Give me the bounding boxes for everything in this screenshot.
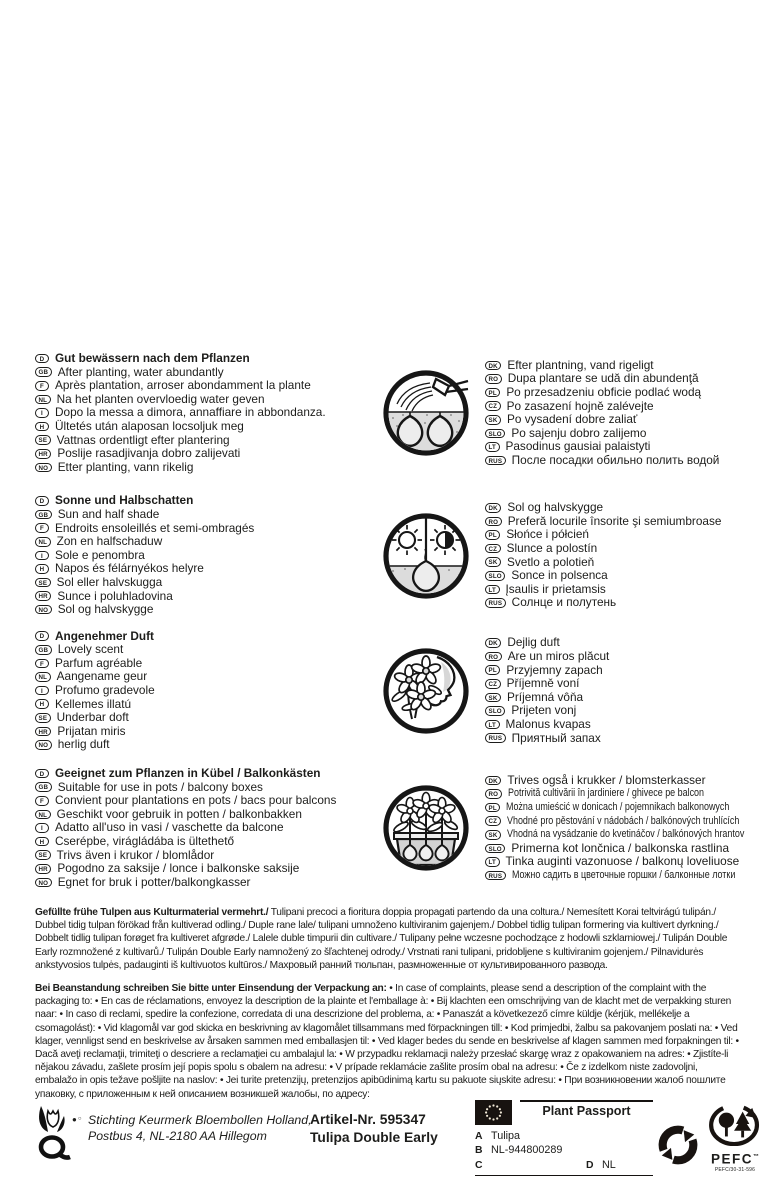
lang-text: Geeignet zum Pflanzen in Kübel / Balkonkästen: [55, 766, 321, 781]
lang-text: Po zasazení hojně zalévejte: [506, 398, 654, 413]
lang-text: After planting, water abundantly: [57, 364, 224, 379]
lang-code-badge: I: [35, 551, 49, 561]
lang-code-badge: SK: [485, 415, 501, 425]
lang-line-nl: [35, 670, 367, 684]
lang-text: Po sajenju dobro zalijemo: [511, 425, 647, 440]
lang-text: Sonce in polsenca: [511, 568, 608, 583]
lang-code-badge: F: [35, 796, 49, 806]
lang-text: Convient pour plantations en pots / bacs pour balcons: [55, 793, 337, 808]
lang-text: Ültetés után alaposan locsoljuk meg: [55, 418, 244, 433]
plant-passport: [475, 1100, 653, 1176]
lang-code-badge: HR: [35, 727, 51, 737]
lang-code-badge: RUS: [485, 871, 506, 881]
pefc-license-code: PEFC/30-31-596: [714, 1166, 756, 1173]
lang-line-pl: [485, 664, 763, 678]
right-column: [485, 636, 763, 745]
lang-code-badge: PL: [485, 803, 500, 813]
lang-code-badge: DK: [485, 361, 501, 371]
lang-line-dk: [485, 774, 763, 788]
lang-line-f: [35, 522, 367, 536]
care-instruction-sections: [35, 352, 763, 889]
lang-text: Lovely scent: [57, 642, 124, 657]
lang-code-badge: H: [35, 837, 49, 847]
lang-text: После посадки обильно полить водой: [511, 452, 720, 467]
lang-line-nl: [35, 535, 367, 549]
lang-text: Poslije rasadjivanja dobro zalijevati: [57, 446, 241, 461]
lang-line-f: [35, 657, 367, 671]
lang-text: Cserépbe, virágládába is ültethető: [55, 834, 235, 848]
lang-line-nl: [35, 808, 367, 822]
lang-code-badge: CZ: [485, 401, 501, 411]
lang-line-slo: [485, 569, 763, 583]
lang-line-se: [35, 849, 367, 863]
lang-text: Sol eller halvskugga: [56, 574, 163, 589]
lang-text: Słońce i półcień: [506, 527, 589, 542]
scent-icon: [367, 644, 485, 738]
lang-line-d: [35, 630, 367, 644]
lang-line-i: [35, 684, 367, 698]
lang-text: Underbar doft: [56, 710, 129, 725]
lang-line-ro: [485, 372, 763, 386]
lang-line-gb: [35, 366, 367, 380]
lang-code-badge: LT: [485, 720, 500, 730]
lang-text: Preferă locurile însorite şi semiumbroase: [507, 513, 722, 528]
lang-text: Malonus kvapas: [505, 717, 591, 732]
lang-code-badge: DK: [485, 503, 501, 513]
lang-line-h: [35, 420, 367, 434]
lang-line-no: [35, 876, 367, 890]
lang-code-badge: LT: [485, 442, 500, 452]
lang-code-badge: SLO: [485, 706, 505, 716]
lang-line-slo: [485, 704, 763, 718]
lang-text: Na het planten overvloedig water geven: [56, 391, 265, 406]
lang-text: Parfum agréable: [55, 655, 143, 670]
left-column: [35, 494, 367, 616]
propagation-paragraph: [35, 906, 741, 972]
lang-text: Dupa plantare se udă din abundenţă: [507, 371, 699, 386]
lang-text: Dejlig duft: [507, 635, 560, 650]
passport-label-c: C: [475, 1159, 483, 1171]
lang-line-se: [35, 711, 367, 725]
lang-text: Pogodno za saksije / lonce i balkonske saksije: [57, 861, 300, 876]
lang-text: Primerna kot lončnica / balkonska rastlina: [511, 840, 730, 855]
lang-code-badge: SK: [485, 830, 501, 840]
lang-text: Angenehmer Duft: [55, 628, 154, 643]
lang-text: Are un miros plăcut: [507, 649, 610, 664]
lang-line-ro: [485, 787, 763, 801]
lang-code-badge: I: [35, 686, 49, 696]
product-name: Tulipa Double Early: [310, 1129, 438, 1145]
section-pots-balcony: [35, 767, 763, 889]
certifier-line-2: Postbus 4, NL-2180 AA Hillegom: [88, 1128, 267, 1143]
lang-code-badge: RUS: [485, 456, 506, 466]
lang-line-sk: [485, 556, 763, 570]
lang-text: Vhodné pro pěstování v nádobách / balkónových truhlících: [506, 814, 740, 827]
pefc-logo: [700, 1104, 769, 1173]
lang-text: herlig duft: [57, 737, 110, 752]
lang-code-badge: NL: [35, 537, 51, 547]
lang-code-badge: DK: [485, 776, 501, 786]
lang-line-no: [35, 603, 367, 617]
lang-text: Можно садить в цветочные горшки / балконные лотки: [511, 868, 735, 881]
lang-code-badge: PL: [485, 530, 500, 540]
right-column: [485, 774, 763, 883]
lang-line-cz: [485, 400, 763, 414]
section-scent: [35, 630, 763, 752]
propagation-text: Tulipani precoci a fioritura doppia propagati partendo da una coltura./ Nemesített Korai teltvirágú tulipán./ Dubbel tidig tulpan förökad från kultiverad odling./ Duple rane lale/ tulipani umnoženo kultiviranim gajenjem./ Dobbel tidlig tulipan formering via kultivert dyrkning./ Dobbelt tidlig tulipan forøget fra kultiveret afgrøde./ Lalele duble timpurii din cultivare./ Tulipany pełne wczesne pochodzące z hodowli szklarniowej./ Tulipán Double Early rozmnožené z kultivarů./ Tulipán Double Early namnožený zo šľachtenej odrody./ Vrstnati rani tulipani, pridobljene s kultiviranim gojenjem./ Pilnavidurės ankstyvosios tulpės, padauginti iš kultivuotos kultūros./ Махровый ранний тюльпан, размноженные от культивированного развода.: [35, 907, 728, 971]
lang-code-badge: RO: [485, 789, 502, 799]
lang-text: Zon en halfschaduw: [56, 534, 163, 549]
lang-line-hr: [35, 590, 367, 604]
lang-code-badge: HR: [35, 591, 51, 601]
lang-code-badge: HR: [35, 864, 51, 874]
lang-line-sk: [485, 691, 763, 705]
lang-code-badge: I: [35, 408, 49, 418]
certifier-line-1: Stichting Keurmerk Bloembollen Holland,: [88, 1113, 312, 1127]
lang-line-h: [35, 835, 367, 849]
lang-code-badge: NL: [35, 672, 51, 682]
lang-line-sk: [485, 413, 763, 427]
article-block: [310, 1111, 438, 1146]
lang-line-pl: [485, 528, 763, 542]
lang-code-badge: D: [35, 769, 49, 779]
lang-line-i: [35, 406, 367, 420]
left-column: [35, 630, 367, 752]
keurmerk-bird-logo-icon: [35, 1104, 71, 1173]
lang-code-badge: H: [35, 699, 49, 709]
lang-code-badge: F: [35, 523, 49, 533]
lang-line-gb: [35, 508, 367, 522]
section-sun-half-shade: [35, 494, 763, 616]
complaints-text: • In case of complaints, please send a description of the complaint with the packaging to: • En cas de réclamations, envoyez la description de la plainte et l'emballage à: • Bij klachten een omschrijving van de klacht met de verpakking sturen naar: • In caso di reclami, spedire la confezione, corredata di una descrizione del problema, a: • Panaszát a következező címre küldje (kérjük, mellékelje a csomagolást): • Vid klagomål var god skicka en beskrivning av klagomålet tillsammans med förpackningen till: • Kod primjedbi, žalbu sa pakovanjem poslati na: • Ved klager, vennligst send en beskrivelse av årsaken sammen med emballasjen til: • Ved klager bedes du sende en beskrivelse af klagen sammen med forpakningen til: • Dacă aveţi reclamaţii, trimiteţi o descriere a reclamaţiei cu ambalajul la: • W przypadku reklamacji należy przesłać skargę wraz z opakowaniem na adres: • Zjistíte-li nějakou závadu, zašlete prosím její popis spolu s obalem na adresu: • V prípade reklamácie zašlite prosím obal na adresu: • Če z izdelkom niste zadovoljni, embalažo in opis težave pošljite na naslov: • Jei turite pretenzijų, pretenzijos apibūdinimą kartu su pakuote siųskite adresu: • При возникновении жалоб пошлите упаковку, с приложенным к ней описанием возникшей жалобы, по адресу:: [35, 983, 739, 1100]
passport-row-cd: [475, 1159, 653, 1176]
lang-line-pl: [485, 386, 763, 400]
lang-line-cz: [485, 542, 763, 556]
lang-text: Etter planting, vann rikelig: [57, 459, 194, 474]
fine-print: [35, 906, 741, 1111]
footer: [35, 1100, 767, 1180]
complaints-paragraph: [35, 982, 741, 1101]
left-column: [35, 352, 367, 474]
lang-code-badge: PL: [485, 665, 500, 675]
lang-code-badge: SLO: [485, 429, 505, 439]
lang-text: Приятный запах: [511, 730, 601, 745]
lang-code-badge: NL: [35, 395, 51, 405]
lang-line-d: [35, 767, 367, 781]
lang-code-badge: D: [35, 496, 49, 506]
lang-line-no: [35, 461, 367, 475]
lang-text: Trivs även i krukor / blomlådor: [56, 847, 215, 862]
lang-line-ro: [485, 515, 763, 529]
passport-label-a: A: [475, 1131, 483, 1142]
lang-text: Profumo gradevole: [55, 683, 155, 698]
lang-text: Geschikt voor gebruik in potten / balkonbakken: [56, 806, 302, 821]
passport-value-a: Tulipa: [491, 1130, 521, 1142]
lang-code-badge: SK: [485, 557, 501, 567]
lang-code-badge: GB: [35, 510, 52, 520]
lang-code-badge: RO: [485, 374, 502, 384]
lang-code-badge: GB: [35, 782, 52, 792]
lang-line-sk: [485, 828, 763, 842]
lang-line-rus: [485, 732, 763, 746]
passport-value-d: NL: [602, 1158, 616, 1171]
lang-text: Suitable for use in pots / balcony boxes: [57, 779, 263, 794]
lang-code-badge: F: [35, 381, 49, 391]
lang-line-se: [35, 434, 367, 448]
lang-code-badge: SLO: [485, 844, 505, 854]
propagation-lead: Gefüllte frühe Tulpen aus Kulturmaterial vermehrt./: [35, 907, 269, 918]
lang-line-h: [35, 562, 367, 576]
lang-code-badge: RO: [485, 517, 502, 527]
lang-line-hr: [35, 447, 367, 461]
lang-text: Po przesadzeniu obficie podlać wodą: [506, 384, 702, 399]
lang-code-badge: SE: [35, 713, 51, 723]
lang-code-badge: PL: [485, 388, 500, 398]
lang-line-d: [35, 494, 367, 508]
passport-row-a: [475, 1130, 653, 1143]
lang-line-dk: [485, 359, 763, 373]
pefc-trees-icon: [704, 1104, 766, 1146]
recycling-icon: [655, 1122, 701, 1173]
lang-line-slo: [485, 427, 763, 441]
lang-text: Sun and half shade: [57, 506, 160, 521]
lang-line-lt: [485, 440, 763, 454]
article-number: Artikel-Nr. 595347: [310, 1112, 426, 1127]
lang-text: Endroits ensoleillés et semi-ombragés: [55, 520, 255, 535]
lang-code-badge: NO: [35, 605, 52, 615]
lang-code-badge: H: [35, 422, 49, 432]
lang-code-badge: I: [35, 823, 49, 833]
section-watering: [35, 352, 763, 474]
lang-text: Sol og halvskygge: [57, 602, 154, 617]
sun-half-shade-icon: [367, 509, 485, 603]
lang-code-badge: NO: [35, 740, 52, 750]
lang-code-badge: RUS: [485, 733, 506, 743]
lang-line-dk: [485, 636, 763, 650]
lang-line-lt: [485, 583, 763, 597]
watering-icon: [367, 366, 485, 460]
lang-code-badge: SE: [35, 578, 51, 588]
lang-text: Príjemná vôňa: [507, 689, 584, 704]
lang-code-badge: RUS: [485, 598, 506, 608]
lang-text: Солнце и полутень: [511, 595, 617, 610]
lang-line-pl: [485, 801, 763, 815]
lang-line-rus: [485, 454, 763, 468]
balcony-box-icon: [367, 781, 485, 875]
complaints-lead: Bei Beanstandung schreiben Sie bitte unter Einsendung der Verpackung an:: [35, 983, 387, 995]
eu-flag-icon: [475, 1100, 512, 1125]
passport-label-b: B: [475, 1145, 483, 1157]
lang-text: Efter plantning, vand rigeligt: [507, 357, 654, 372]
lang-line-lt: [485, 718, 763, 732]
lang-line-cz: [485, 815, 763, 829]
lang-line-f: [35, 794, 367, 808]
lang-line-cz: [485, 677, 763, 691]
lang-code-badge: HR: [35, 449, 51, 459]
lang-line-rus: [485, 596, 763, 610]
lang-code-badge: LT: [485, 857, 500, 867]
lang-code-badge: DK: [485, 638, 501, 648]
keurmerk-mark-icon: ●○: [72, 1115, 83, 1124]
lang-text: Svetlo a polotieň: [507, 554, 595, 569]
lang-code-badge: D: [35, 354, 49, 364]
lang-line-gb: [35, 781, 367, 795]
lang-text: Egnet for bruk i potter/balkongkasser: [57, 874, 251, 889]
lang-text: Pasodinus gausiai palaistyti: [505, 439, 651, 454]
lang-line-hr: [35, 725, 367, 739]
right-column: [485, 501, 763, 610]
lang-code-badge: SLO: [485, 571, 505, 581]
lang-text: Įsaulis ir prietamsis: [505, 581, 606, 596]
lang-text: Trives også i krukker / blomsterkasser: [507, 772, 706, 787]
lang-text: Příjemně voní: [506, 676, 580, 691]
lang-code-badge: SK: [485, 693, 501, 703]
lang-line-d: [35, 352, 367, 366]
lang-code-badge: GB: [35, 645, 52, 655]
lang-text: Sole e penombra: [55, 547, 145, 562]
lang-line-slo: [485, 842, 763, 856]
lang-code-badge: CZ: [485, 816, 501, 826]
lang-text: Sol og halvskygge: [507, 500, 604, 515]
lang-text: Napos és félárnyékos helyre: [55, 561, 204, 576]
lang-code-badge: H: [35, 564, 49, 574]
lang-line-h: [35, 698, 367, 712]
lang-text: Adatto all'uso in vasi / vaschette da balcone: [55, 820, 284, 835]
lang-line-no: [35, 738, 367, 752]
lang-text: Prijatan miris: [57, 723, 126, 738]
lang-text: Gut bewässern nach dem Pflanzen: [55, 351, 250, 365]
lang-text: Vhodná na vysádzanie do kvetináčov / balkónových hrantov: [507, 828, 745, 841]
lang-line-hr: [35, 862, 367, 876]
lang-code-badge: CZ: [485, 544, 501, 554]
lang-text: Tinka auginti vazonuose / balkonų loveliuose: [505, 854, 740, 869]
lang-text: Dopo la messa a dimora, annaffiare in abbondanza.: [55, 405, 326, 420]
pefc-wordmark: PEFC™: [710, 1151, 759, 1167]
lang-text: Après plantation, arroser abondamment la plante: [55, 378, 311, 393]
lang-code-badge: NO: [35, 463, 52, 473]
lang-code-badge: LT: [485, 585, 500, 595]
passport-label-d: D: [586, 1159, 594, 1171]
lang-line-nl: [35, 393, 367, 407]
lang-code-badge: F: [35, 659, 49, 669]
lang-line-gb: [35, 643, 367, 657]
lang-code-badge: NL: [35, 810, 51, 820]
lang-line-i: [35, 549, 367, 563]
lang-code-badge: GB: [35, 367, 52, 377]
lang-text: Vattnas ordentligt efter plantering: [56, 432, 230, 447]
lang-text: Aangename geur: [56, 669, 148, 684]
lang-code-badge: D: [35, 631, 49, 641]
lang-text: Slunce a polostín: [506, 540, 598, 555]
lang-line-lt: [485, 855, 763, 869]
lang-code-badge: SE: [35, 850, 51, 860]
lang-text: Sonne und Halbschatten: [55, 493, 194, 508]
right-column: [485, 359, 763, 468]
lang-text: Prijeten vonj: [511, 703, 577, 718]
lang-code-badge: CZ: [485, 679, 501, 689]
left-column: [35, 767, 367, 889]
plant-passport-title: Plant Passport: [520, 1100, 653, 1118]
lang-code-badge: RO: [485, 652, 502, 662]
lang-line-rus: [485, 869, 763, 883]
lang-code-badge: SE: [35, 435, 51, 445]
certifier-address: [88, 1113, 312, 1144]
lang-text: Sunce i poluhladovina: [57, 588, 173, 603]
lang-line-i: [35, 821, 367, 835]
lang-text: Kellemes illatú: [55, 696, 132, 711]
passport-row-b: [475, 1144, 653, 1157]
lang-text: Można umieścić w donicach / pojemnikach balkonowych: [506, 801, 730, 814]
lang-line-ro: [485, 650, 763, 664]
lang-text: Po vysadení dobre zaliať: [507, 412, 638, 427]
lang-text: Potrivită cultivării în jardiniere / ghivece pe balcon: [507, 787, 704, 800]
lang-line-dk: [485, 501, 763, 515]
lang-line-se: [35, 576, 367, 590]
lang-line-f: [35, 379, 367, 393]
lang-code-badge: NO: [35, 878, 52, 888]
passport-value-b: NL-944800289: [491, 1144, 563, 1157]
lang-text: Przyjemny zapach: [506, 662, 603, 677]
